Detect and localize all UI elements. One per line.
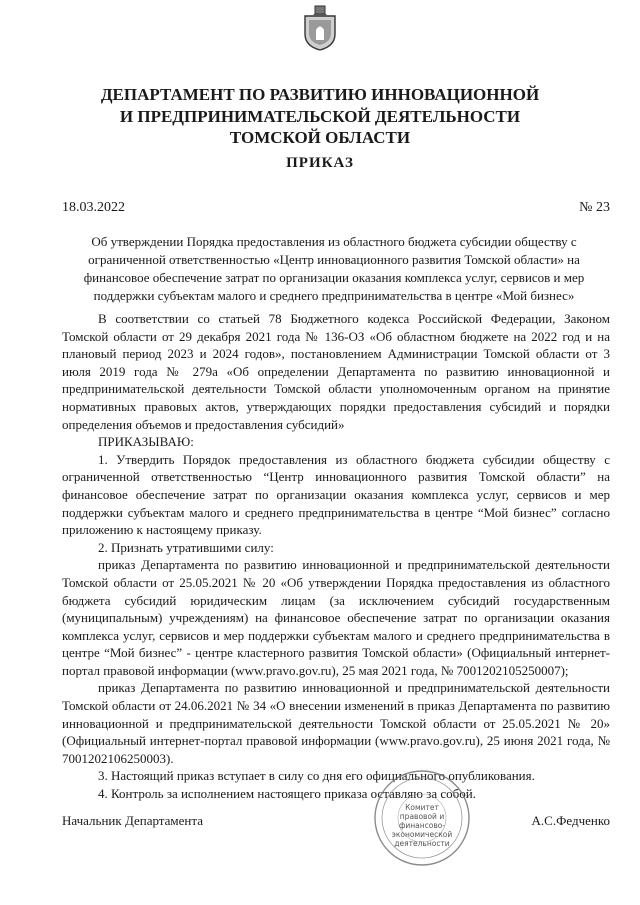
- order-body: [62, 310, 610, 803]
- document-type: ПРИКАЗ: [286, 155, 354, 171]
- stamp-text-line: экономической: [391, 830, 453, 839]
- order-word: ПРИКАЗЫВАЮ:: [98, 434, 194, 450]
- coat-of-arms-emblem: [299, 4, 341, 52]
- order-item: 1. Утвердить Порядок предоставления из областного бюджета субсидии обществу с ограниченной ответственностью “Центр инновационного развития Томской области” на финансовое обеспечение затрат по организации оказания комплекса услуг, сервисов и мер поддержки субъектам малого и среднего предпринимательства в центре “Мой бизнес” согласно приложению к настоящему приказу.: [62, 451, 610, 538]
- order-date: 18.03.2022: [62, 200, 125, 215]
- signatory-name: А.С.Федченко: [531, 813, 610, 828]
- signatory-position: Начальник Департамента: [62, 813, 203, 828]
- stamp-text: [390, 803, 454, 848]
- department-title-line: ТОМСКОЙ ОБЛАСТИ: [229, 128, 411, 147]
- order-item: 2. Признать утратившими силу:: [98, 539, 274, 555]
- order-number: № 23: [579, 200, 610, 215]
- order-item: 4. Контроль за исполнением настоящего приказа оставляю за собой.: [98, 786, 476, 802]
- department-title-line: ДЕПАРТАМЕНТ ПО РАЗВИТИЮ ИННОВАЦИОННОЙ: [100, 85, 540, 104]
- stamp-text-line: правовой и: [399, 812, 445, 821]
- stamp-text-line: деятельности: [394, 839, 450, 848]
- stamp-text-line: финансово-: [398, 821, 446, 830]
- order-subject: Об утверждении Порядка предоставления из областного бюджета субсидии обществу с ограниченной ответственностью «Центр инновационного развития Томской области» на финансовое обеспечение затрат по организации оказания комплекса услуг, сервисов и мер поддержки субъектам малого и среднего предпринимательства в центре «Мой бизнес»: [83, 234, 585, 303]
- stamp-text-line: Комитет: [405, 803, 439, 812]
- order-item: 3. Настоящий приказ вступает в силу со дня его официального опубликования.: [98, 768, 535, 784]
- order-subitem: приказ Департамента по развитию инновационной и предпринимательской деятельности Томской области от 25.05.2021 № 20 «Об утверждении Порядка предоставления из областного бюджета субсидий юридическим лицам (за исключением субсидий государственным (муниципальным) учреждениям) на финансовое обеспечение затрат по организации оказания комплекса услуг, сервисов и мер поддержки субъектам малого и среднего предпринимательства в центре “Мой бизнес” - центре кластерного развития Томской области» (Официальный интернет-портал правовой информации (www.pravo.gov.ru), 25 мая 2021 года, № 7001202105250007);: [62, 557, 610, 678]
- department-title: [60, 84, 580, 149]
- preamble-paragraph: В соответствии со статьей 78 Бюджетного кодекса Российской Федерации, Законом Томской области от 29 декабря 2021 года № 136-ОЗ «Об областном бюджете на 2022 год и на плановый период 2023 и 2024 годов», постановлением Администрации Томской области от 3 июля 2019 года № 279а «Об определении Департамента по развитию инновационной и предпринимательской деятельности Томской области уполномоченным органом на принятие нормативных правовых актов, утверждающих порядки предоставления субсидий и порядки определения объемов и предоставления субсидий»: [62, 311, 610, 432]
- department-title-line: И ПРЕДПРИНИМАТЕЛЬСКОЙ ДЕЯТЕЛЬНОСТИ: [119, 106, 521, 126]
- order-subitem: приказ Департамента по развитию инновационной и предпринимательской деятельности Томской области от 24.06.2021 № 34 «О внесении изменений в приказ Департамента по развитию инновационной и предпринимательской деятельности Томской области от 25.05.2021 № 20» (Официальный интернет-портал правовой информации (www.pravo.gov.ru), 25 июня 2021 года, № 7001202106250003).: [62, 680, 610, 766]
